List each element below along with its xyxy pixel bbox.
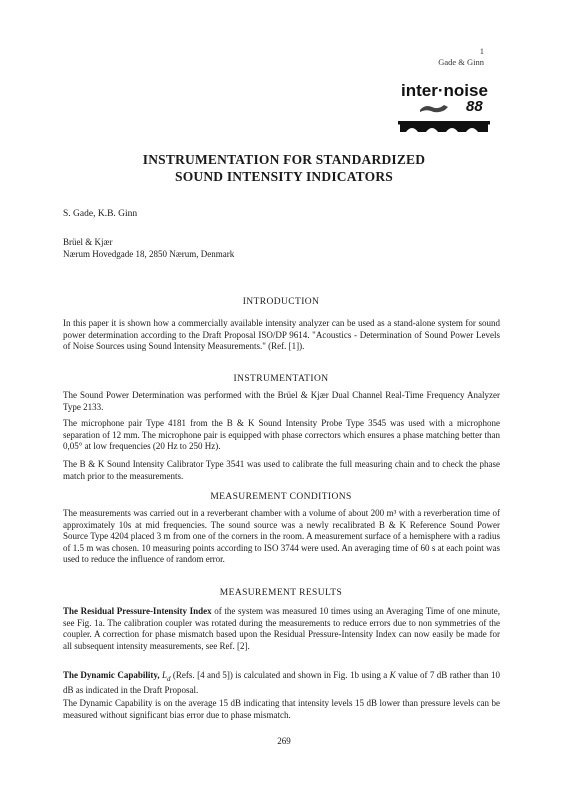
title-line-1: INSTRUMENTATION FOR STANDARDIZED: [142, 152, 426, 167]
logo-bridge-icon: [400, 124, 488, 132]
page-number: 269: [277, 736, 291, 746]
ld-subscript: d: [167, 674, 171, 683]
section-heading-instrumentation: INSTRUMENTATION: [233, 374, 329, 384]
affiliation: [63, 236, 234, 260]
results-paragraph-3: The Dynamic Capability is on the average 15 dB indicating that intensity levels 15 dB lower than pressure levels can be measured without significant bias error due to phase mismatch.: [63, 698, 500, 720]
header-page-number: 1: [479, 46, 484, 56]
dynamic-capability-term: The Dynamic Capability,: [63, 670, 160, 680]
title-line-2: SOUND INTENSITY INDICATORS: [174, 169, 393, 184]
section-heading-introduction: INTRODUCTION: [242, 297, 320, 307]
header-authors: Gade & Ginn: [438, 57, 484, 67]
section-heading-measurement-results: MEASUREMENT RESULTS: [219, 588, 343, 598]
residual-index-term: The Residual Pressure-Intensity Index: [63, 606, 212, 616]
instrumentation-paragraph-1: The Sound Power Determination was performed with the Brüel & Kjær Dual Channel Real-Time Frequency Analyzer Type 2133.: [63, 390, 500, 412]
results-paragraph-1: [63, 606, 500, 652]
instrumentation-paragraph-2: The microphone pair Type 4181 from the B & K Sound Intensity Probe Type 3545 was used with a microphone separation of 12 mm. The microphone pair is equipped with phase correctors which ensures a phase matching better than 0,05° at low frequencies (20 Hz to 250 Hz).: [63, 418, 500, 452]
running-header: [438, 46, 484, 68]
ld-symbol: L: [162, 670, 168, 680]
introduction-paragraph: In this paper it is shown how a commercially available intensity analyzer can be used as a stand-alone system for sound power determination according to the Draft Proposal ISO/DP 9614. "Acoustics - Determination of Sound Power Levels of Noise Sources using Sound Intensity Measurements." (Ref. [1]).: [63, 318, 500, 352]
logo-line2: 88: [466, 98, 483, 115]
logo-bird-icon: [420, 105, 448, 112]
conditions-paragraph: The measurements was carried out in a reverberant chamber with a volume of about 200 m³ with a reverberation time of approximately 10s at mid frequencies. The sound source was a newly recalibrated B & K Reference Sound Power Source Type 4204 placed 3 m from one of the corners in the room. A measurement surface of a hemisphere with a radius of 1.5 m was chosen. 10 measuring points according to ISO 3744 were used. An averaging time of 60 s at each point was used to reduce the influence of random error.: [63, 508, 500, 565]
affiliation-line-1: Brüel & Kjær: [63, 237, 113, 247]
section-heading-measurement-conditions: MEASUREMENT CONDITIONS: [210, 492, 352, 502]
results-paragraph-2: [63, 670, 500, 697]
logo-line1: inter·noise: [401, 81, 488, 100]
paper-authors: S. Gade, K.B. Ginn: [63, 209, 138, 219]
results-paragraph-2-text: (Refs. [4 and 5]) is calculated and shown in Fig. 1b using a: [170, 670, 390, 680]
affiliation-line-2: Nærum Hovedgade 18, 2850 Nærum, Denmark: [63, 249, 235, 259]
paper-title: [60, 151, 508, 185]
instrumentation-paragraph-3: The B & K Sound Intensity Calibrator Type 3541 was used to calibrate the full measuring chain and to check the phase match prior to the measurements.: [63, 459, 500, 481]
results-paragraph-1-text: of the system was measured 10 times using an Averaging Time of one minute, see Fig. 1a. The calibration coupler was rotated during the measurements to reduce errors due to non symmetries of the coupler. A correction for phase mismatch based upon the Residual Pressure-Intensity Index can now easily be made for all subsequent intensity measurements, see Ref. [2].: [63, 606, 501, 651]
results-paragraph-2-end: value of 7 dB rather than 10 dB as indicated in the Draft Proposal.: [63, 670, 501, 696]
inter-noise-88-logo: [398, 80, 490, 136]
k-symbol: K: [389, 670, 396, 680]
